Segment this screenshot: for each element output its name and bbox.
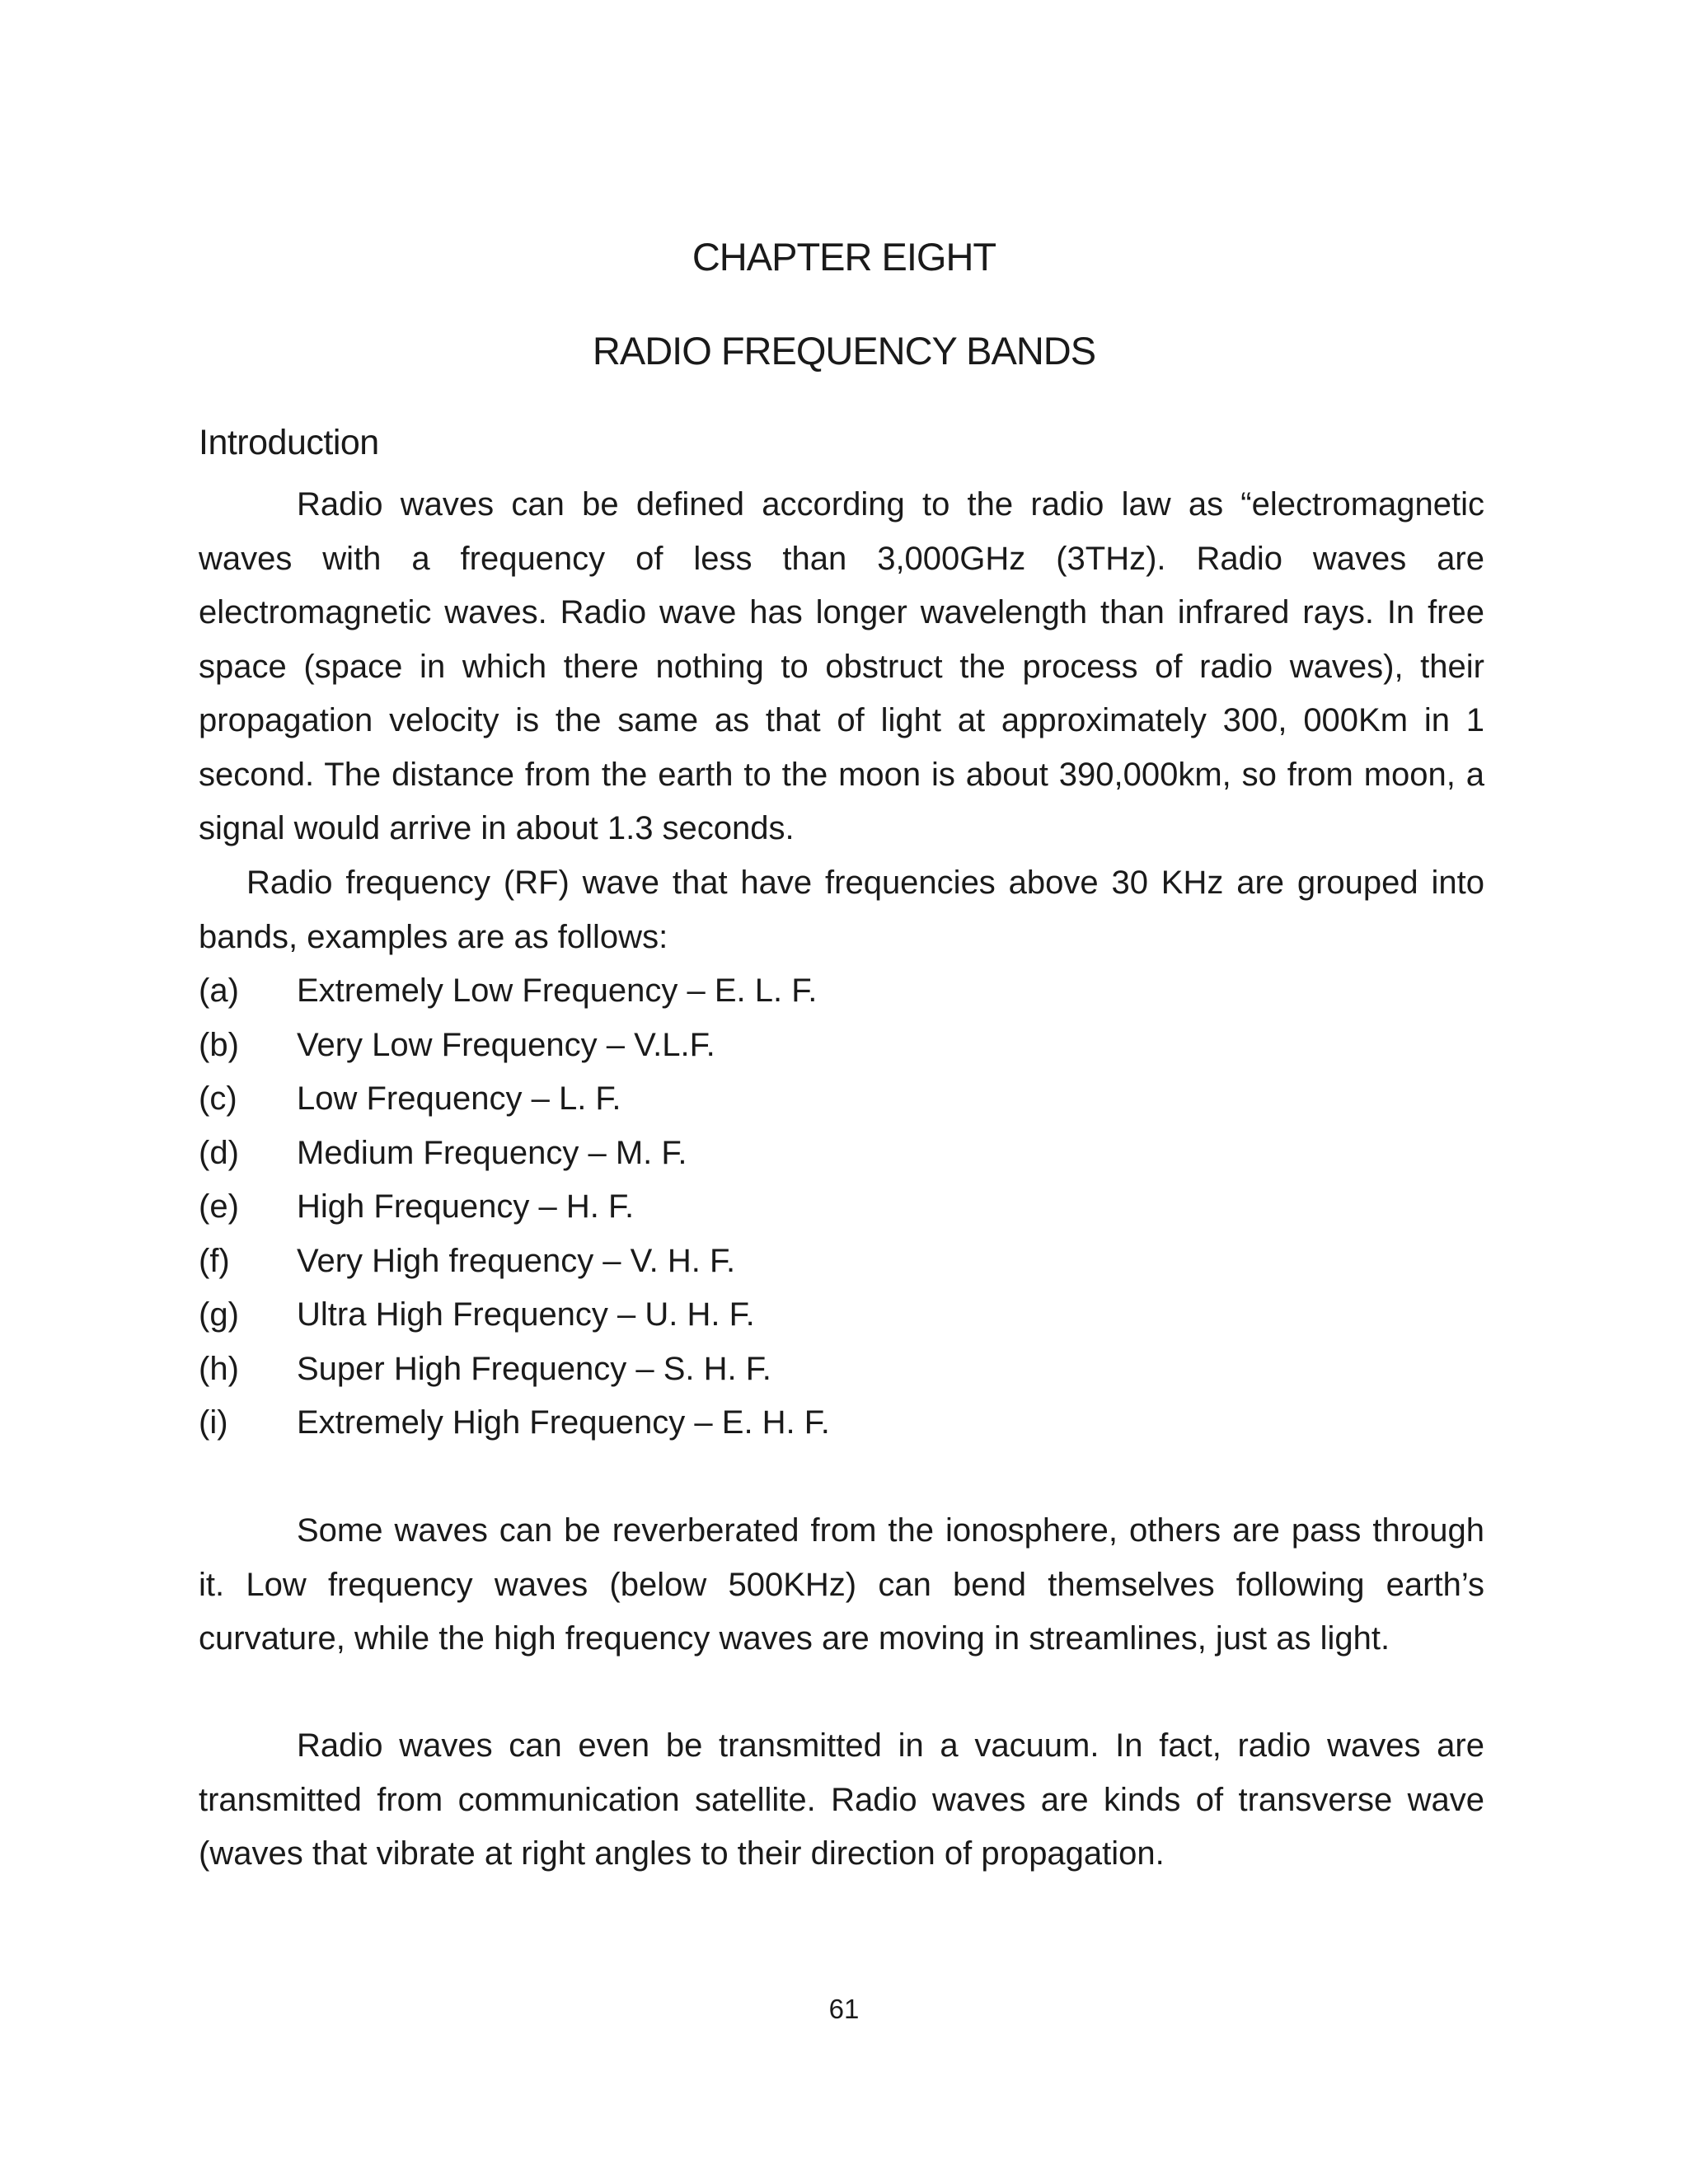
list-item-text: Low Frequency – L. F. (297, 1080, 621, 1117)
list-item-marker: (c) (199, 1080, 237, 1117)
list-item-text: Very High frequency – V. H. F. (297, 1242, 736, 1279)
list-item (199, 1072, 830, 1127)
list-item-text: Ultra High Frequency – U. H. F. (297, 1296, 755, 1333)
paragraph-text: Radio waves can be defined according to the radio law as “electromagnetic waves with a frequency of less than 3,000GHz (3THz). Radio waves are electromagnetic waves. Radio wave has longer wavelength than infrared rays. In free space (space in which there nothing to obstruct the process of radio waves), their propagation velocity is the same as that of light at approximately 300, 000Km in 1 second. The distance from the earth to the moon is about 390,000km, so from moon, a signal would arrive in about 1.3 seconds. (199, 486, 1484, 846)
list-item-marker: (d) (199, 1134, 239, 1171)
list-item-marker: (e) (199, 1188, 239, 1225)
list-item (199, 964, 830, 1019)
list-item-text: Extremely Low Frequency – E. L. F. (297, 972, 818, 1009)
paragraph-radio-waves-definition (199, 478, 1484, 856)
paragraph-vacuum-transmission (199, 1719, 1484, 1882)
list-item-text: Super High Frequency – S. H. F. (297, 1350, 771, 1387)
chapter-title: CHAPTER EIGHT (692, 235, 996, 279)
paragraph-text: Radio frequency (RF) wave that have frequencies above 30 KHz are grouped into bands, examples are as follows: (199, 865, 1484, 955)
list-item-marker: (f) (199, 1242, 230, 1279)
list-item-text: Extremely High Frequency – E. H. F. (297, 1404, 830, 1441)
page-number: 61 (828, 1994, 860, 2024)
list-item (199, 1180, 830, 1235)
paragraph-bands-intro (199, 856, 1484, 964)
list-item (199, 1127, 830, 1181)
frequency-band-list (199, 964, 830, 1451)
list-item (199, 1235, 830, 1289)
list-item (199, 1288, 830, 1343)
list-item (199, 1396, 830, 1451)
list-item-marker: (i) (199, 1404, 228, 1441)
chapter-subtitle: RADIO FREQUENCY BANDS (592, 329, 1096, 373)
paragraph-text: Some waves can be reverberated from the ionosphere, others are pass through it. Low frequency waves (below 500KHz) can bend themselves following earth’s curvature, while the high frequency waves are moving in streamlines, just as light. (199, 1512, 1484, 1657)
list-item-text: High Frequency – H. F. (297, 1188, 635, 1225)
paragraph-ionosphere (199, 1504, 1484, 1666)
section-heading: Introduction (199, 423, 379, 462)
list-item (199, 1019, 830, 1073)
list-item (199, 1343, 830, 1397)
list-item-marker: (h) (199, 1350, 239, 1387)
paragraph-text: Radio waves can even be transmitted in a vacuum. In fact, radio waves are transmitted from communication satellite. Radio waves are kinds of transverse wave (waves that vibrate at right angles to their direction of propagation. (199, 1727, 1484, 1872)
list-item-text: Very Low Frequency – V.L.F. (297, 1026, 715, 1063)
list-item-marker: (a) (199, 972, 239, 1009)
list-item-marker: (b) (199, 1026, 239, 1063)
list-item-text: Medium Frequency – M. F. (297, 1134, 687, 1171)
list-item-marker: (g) (199, 1296, 239, 1333)
